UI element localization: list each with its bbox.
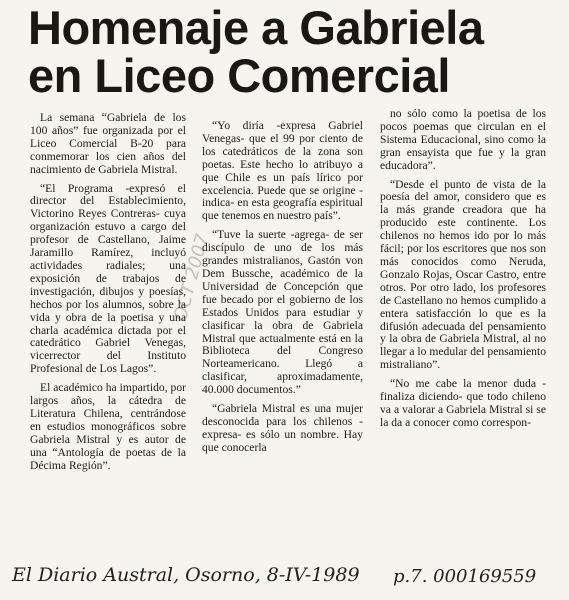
paragraph: “Yo diría -expresa Gabriel Venegas- que el 99 por ciento de los catedráticos de la zona son poetas. Este hecho lo atribuyo a que Chile es un país lírico por excelencia. Puede que se origine -indica- en esta geografía espiritual que tenemos en nuestro país”. — [202, 119, 363, 223]
paragraph: La semana “Gabriela de los 100 años” fue organizada por el Liceo Comercial B-20 para conmemorar los cien años del nacimiento de Gabriela Mistral. — [30, 111, 186, 176]
article-column-3 — [380, 108, 546, 436]
headline — [28, 1, 548, 102]
article-column-1 — [30, 112, 186, 478]
paragraph: “Gabriela Mistral es una mujer desconocida para los chilenos -expresa- es sólo un nombre. Hay que conocerla — [202, 402, 363, 454]
paragraph: “Desde el punto de vista de la poesía del amor, considero que es la más grande creadora que ha producido este continente. Los chilenos no hemos ido por lo más fácil; por los escritores que nos son más conocidos como Neruda, Gonzalo Rojas, Oscar Castro, entre otros. Por otro lado, los profesores de Castellano no hemos cumplido a entera satisfacción lo que es la difusión adecuada del pensamiento y la obra de Gabriela Mistral, al no llegar a lo medular del pensamiento mistraliano”. — [380, 177, 546, 372]
paragraph: “Tuve la suerte -agrega- de ser discípulo de uno de los más grandes mistralianos, Gastón von Dem Bussche, académico de la Universidad de Concepción que fue becado por el gobierno de los Estados Unidos para estudiar y clasificar la obra de Gabriela Mistral que actualmente está en la Biblioteca del Congreso Norteamericano. Llegó a clasificar, aproximadamente, 40.000 documentos.” — [202, 228, 363, 397]
headline-line-2: en Liceo Comercial — [28, 49, 450, 102]
paragraph: El académico ha impartido, por largos años, la cátedra de Literatura Chilena, centrándose en estudios monográficos sobre Gabriela Mistral y es autor de una “Antología de poetas de la Décima Región”. — [30, 381, 186, 472]
headline-line-1: Homenaje a Gabriela — [28, 1, 484, 54]
handwritten-reference-number: p.7. 000169559 — [393, 566, 537, 587]
archive-stamp: OCT 2007 — [170, 231, 214, 324]
paragraph: “El Programa -expresó el director del Establecimiento, Victorino Reyes Contreras- cuya organización estuvo a cargo del profesor de Castellano, Jaime Jaramillo Ramírez, incluyó actividades radiales; una exposición de trabajos de investigación, dibujos y poesías, hechos por los alumnos, sobre la vida y obra de la poetisa y una charla académica dictada por el catedrático Gabriel Venegas, vicerrector del Instituto Profesional de Los Lagos”. — [30, 181, 186, 376]
paragraph: “No me cabe la menor duda -finaliza diciendo- que todo chileno va a valorar a Gabriela Mistral si se la da a conocer como correspon- — [380, 377, 546, 429]
paragraph: no sólo como la poetisa de los pocos poemas que circulan en el Sistema Educacional, sino como la gran ensayista que fue y la gran educadora”. — [380, 107, 546, 172]
handwritten-source-note: El Diario Austral, Osorno, 8-IV-1989 — [12, 564, 360, 586]
article-column-2 — [202, 120, 363, 461]
